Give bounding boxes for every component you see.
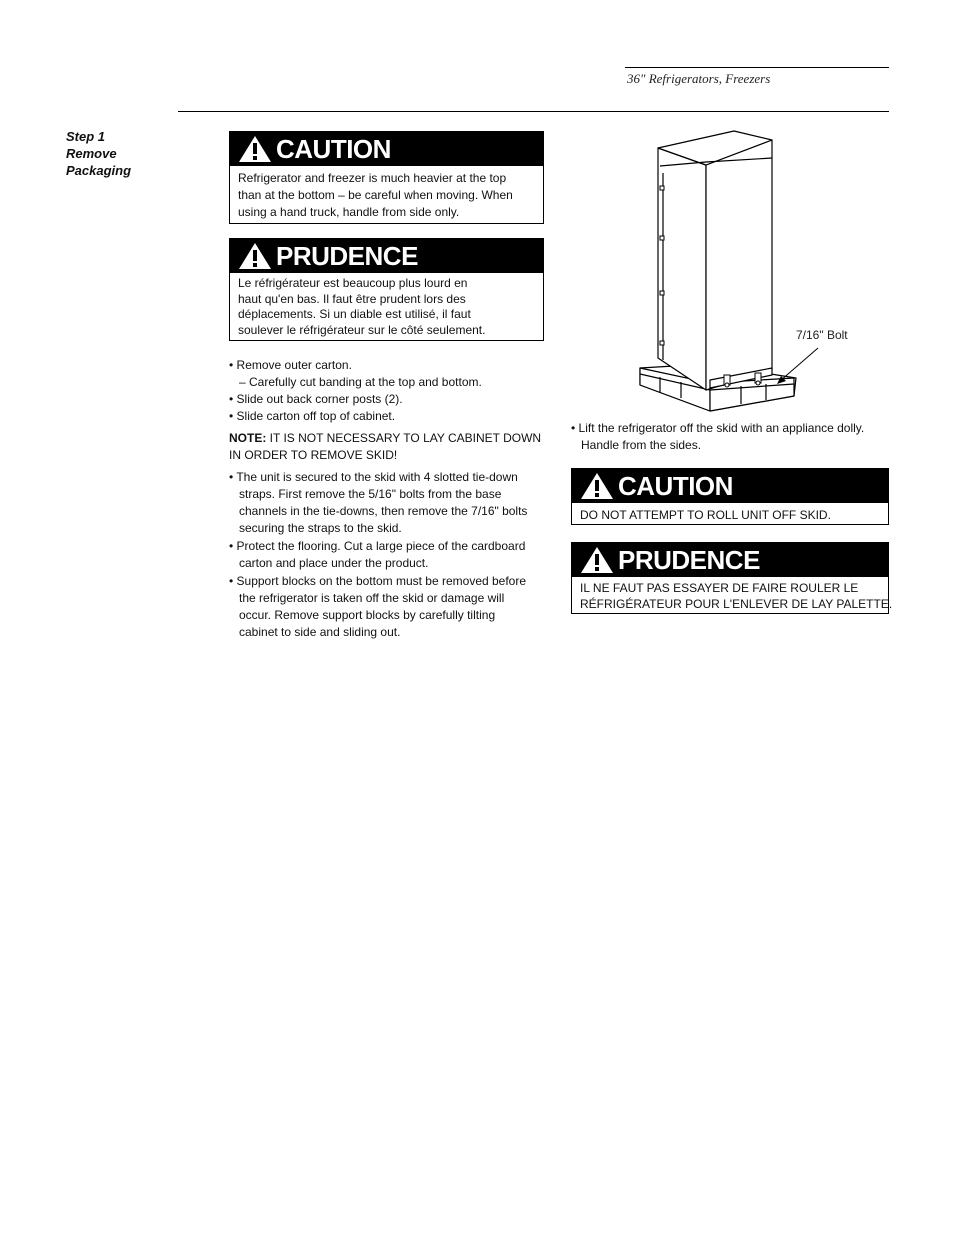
list-item: Handle from the sides. — [571, 438, 702, 452]
list-item: • Remove outer carton. — [229, 358, 352, 372]
prudence-line: déplacements. Si un diable est utilisé, il faut — [238, 307, 471, 321]
caution-box — [571, 468, 889, 525]
caution-line: Refrigerator and freezer is much heavier at the top — [238, 171, 507, 185]
note-label: NOTE: — [229, 431, 267, 445]
refrigerator-on-skid-illustration — [636, 128, 836, 418]
warning-triangle-icon — [238, 135, 272, 163]
caution-header — [230, 132, 543, 166]
caution-heading: CAUTION — [276, 134, 391, 164]
list-item: cabinet to side and sliding out. — [229, 625, 401, 639]
caution-text — [230, 166, 543, 225]
warning-triangle-icon — [580, 472, 614, 500]
step-number: Step 1 — [66, 129, 106, 144]
list-item: the refrigerator is taken off the skid or damage will — [229, 591, 505, 605]
caution-line: than at the bottom – be careful when moving. When — [238, 188, 513, 202]
bolt-callout-label: 7/16" Bolt — [796, 328, 848, 342]
step-label — [66, 128, 176, 179]
prudence-text — [572, 577, 893, 616]
prudence-box — [571, 542, 893, 614]
list-item: – Carefully cut banding at the top and bottom. — [229, 375, 482, 389]
note — [229, 430, 549, 464]
prudence-line: soulever le réfrigérateur sur le côté seulement. — [238, 322, 486, 337]
list-item: • Support blocks on the bottom must be removed before — [229, 574, 527, 588]
list-item: channels in the tie-downs, then remove the 7/16" bolts — [229, 504, 528, 518]
prudence-line: Le réfrigérateur est beaucoup plus lourd en — [238, 276, 468, 290]
prudence-heading: PRUDENCE — [276, 241, 418, 271]
step-title-line1: Remove — [66, 146, 117, 161]
instruction-list — [571, 420, 891, 454]
warning-triangle-icon — [238, 242, 272, 270]
note-text: IN ORDER TO REMOVE SKID! — [229, 448, 398, 462]
caution-heading: CAUTION — [618, 471, 733, 501]
instruction-list — [229, 357, 549, 425]
prudence-line: IL NE FAUT PAS ESSAYER DE FAIRE ROULER LE — [580, 581, 859, 595]
prudence-header — [230, 239, 543, 273]
prudence-heading: PRUDENCE — [618, 545, 760, 575]
list-item: • Lift the refrigerator off the skid with an appliance dolly. — [571, 421, 865, 435]
section-rule — [178, 111, 889, 112]
prudence-line: haut qu'en bas. Il faut être prudent lors des — [238, 291, 466, 306]
list-item: securing the straps to the skid. — [229, 521, 402, 535]
list-item: • Slide carton off top of cabinet. — [229, 409, 396, 423]
note-text: IT IS NOT NECESSARY TO LAY CABINET DOWN — [266, 431, 542, 445]
caution-line: using a hand truck, handle from side only. — [238, 205, 460, 219]
caution-header — [572, 469, 888, 503]
page-header-title: 36" Refrigerators, Freezers — [627, 71, 771, 86]
prudence-box — [229, 238, 544, 341]
step-title-line2: Packaging — [66, 163, 132, 178]
instruction-list — [229, 469, 549, 641]
list-item: • Slide out back corner posts (2). — [229, 392, 403, 406]
caution-text — [572, 503, 888, 528]
prudence-header — [572, 543, 888, 577]
prudence-line: RÉFRIGÉRATEUR POUR L'ENLEVER DE LAY PALETTE. — [580, 597, 893, 611]
list-item: • Protect the flooring. Cut a large piece of the cardboard — [229, 539, 526, 553]
list-item: carton and place under the product. — [229, 556, 429, 570]
list-item: straps. First remove the 5/16" bolts from the base — [229, 487, 502, 501]
caution-line: DO NOT ATTEMPT TO ROLL UNIT OFF SKID. — [580, 508, 831, 522]
warning-triangle-icon — [580, 546, 614, 574]
list-item: • The unit is secured to the skid with 4 slotted tie-down — [229, 470, 518, 484]
caution-box — [229, 131, 544, 224]
prudence-text — [230, 273, 543, 342]
header-rule — [625, 67, 889, 68]
list-item: occur. Remove support blocks by carefully tilting — [229, 608, 496, 622]
